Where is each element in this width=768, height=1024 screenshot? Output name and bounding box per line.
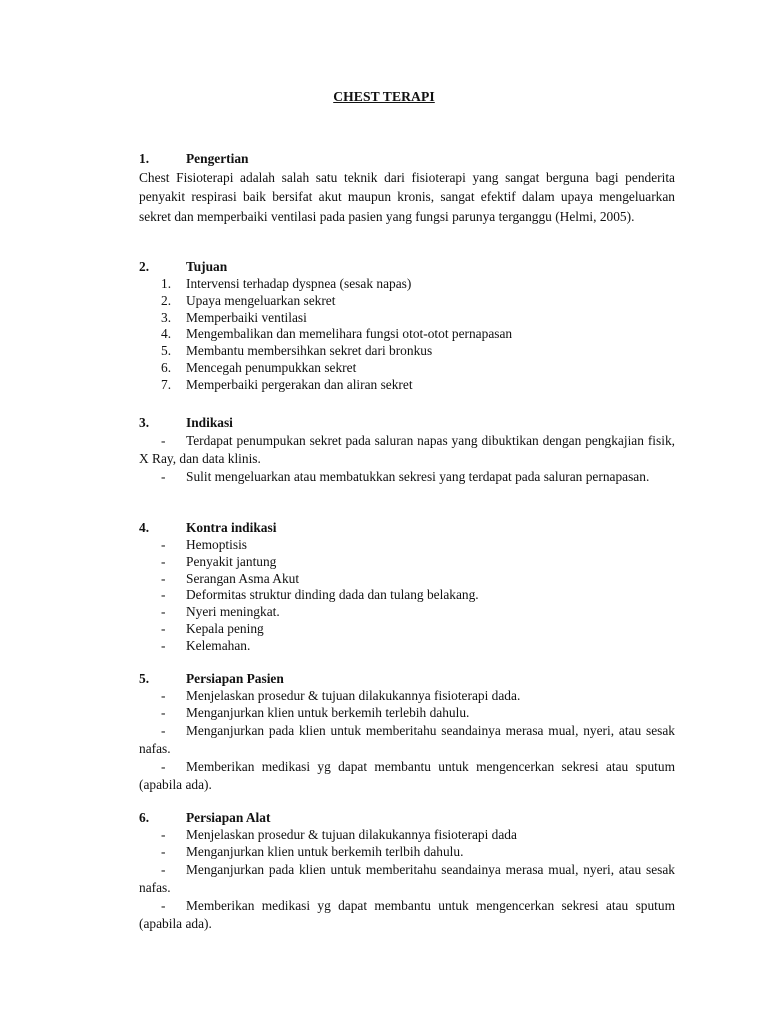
list-item-text: Menganjurkan klien untuk berkemih terlbih dahulu. — [186, 843, 464, 859]
document-title: CHEST TERAPI — [333, 89, 435, 104]
section-heading — [139, 520, 675, 537]
section-kontra-indikasi — [139, 520, 675, 655]
list-item — [139, 705, 675, 722]
list-item-text: Sulit mengeluarkan atau membatukkan sekresi yang terdapat pada saluran pernapasan. — [186, 469, 650, 484]
list-item — [139, 432, 675, 468]
list-dash: - — [161, 827, 166, 842]
section-title: Tujuan — [186, 259, 228, 274]
list-dash: - — [161, 604, 166, 620]
list-item-text: Mengembalikan dan memelihara fungsi otot-otot pernapasan — [186, 326, 513, 342]
list-item — [139, 326, 675, 343]
list-number: 6. — [161, 359, 172, 375]
list-item-text: Menjelaskan prosedur & tujuan dilakukannya fisioterapi dada — [186, 827, 517, 842]
list-item-text: Hemoptisis — [186, 537, 248, 552]
list-number: 5. — [161, 343, 172, 359]
list-dash: - — [161, 469, 166, 484]
list-item — [139, 343, 675, 360]
section-title: Persiapan Pasien — [186, 671, 284, 686]
section-tujuan — [139, 259, 675, 394]
list-number: 2. — [161, 292, 172, 308]
section-indikasi — [139, 415, 675, 486]
list-item-text: Deformitas struktur dinding dada dan tulang belakang. — [186, 587, 479, 603]
list-item — [139, 276, 675, 293]
list-dash: - — [161, 758, 166, 774]
section-pengertian — [139, 151, 675, 226]
list-item-text: Penyakit jantung — [186, 553, 277, 569]
section-number: 2. — [139, 259, 150, 274]
list-item — [139, 554, 675, 571]
list-item-text: Memberikan medikasi yg dapat membantu untuk mengencerkan sekresi atau sputum (apabila ada). — [139, 897, 675, 931]
list-dash: - — [161, 722, 166, 738]
list-dash: - — [161, 570, 166, 586]
list-item — [139, 897, 675, 933]
list-item-text: Serangan Asma Akut — [186, 570, 300, 586]
list-item — [139, 587, 675, 604]
list-item — [139, 310, 675, 327]
list-dash: - — [161, 537, 166, 552]
list-item — [139, 638, 675, 655]
list-item — [139, 360, 675, 377]
list-item — [139, 827, 675, 844]
list-item — [139, 722, 675, 758]
list-item-text: Kepala pening — [186, 620, 264, 636]
list-dash: - — [161, 553, 166, 569]
list-item-text: Kelemahan. — [186, 637, 251, 653]
section-persiapan-pasien — [139, 671, 675, 794]
list-item — [139, 604, 675, 621]
section-heading — [139, 671, 675, 688]
list-item-text: Memberikan medikasi yg dapat membantu untuk mengencerkan sekresi atau sputum (apabila ada). — [139, 758, 675, 792]
section-number: 4. — [139, 520, 150, 535]
list-item-text: Menjelaskan prosedur & tujuan dilakukannya fisioterapi dada. — [186, 688, 521, 703]
section-title: Kontra indikasi — [186, 520, 277, 535]
list-item-text: Menganjurkan pada klien untuk memberitahu seandainya merasa mual, nyeri, atau sesak nafas. — [139, 861, 675, 895]
list-item — [139, 571, 675, 588]
list-item-text: Membantu membersihkan sekret dari bronkus — [186, 343, 433, 359]
list-item — [139, 861, 675, 897]
section-title: Persiapan Alat — [186, 810, 271, 825]
list-item-text: Intervensi terhadap dyspnea (sesak napas) — [186, 276, 412, 291]
list-number: 1. — [161, 276, 172, 291]
list-dash: - — [161, 861, 166, 877]
section-number: 1. — [139, 151, 150, 166]
section-number: 6. — [139, 810, 150, 825]
section-persiapan-alat — [139, 810, 675, 933]
section-title: Pengertian — [186, 151, 249, 166]
list-item-text: Nyeri meningkat. — [186, 604, 280, 620]
list-item-text: Memperbaiki pergerakan dan aliran sekret — [186, 376, 413, 392]
list-item-text: Menganjurkan pada klien untuk memberitahu seandainya merasa mual, nyeri, atau sesak nafas. — [139, 722, 675, 756]
list-number: 7. — [161, 376, 172, 392]
list-item — [139, 293, 675, 310]
section-number: 5. — [139, 671, 150, 686]
list-item-text: Memperbaiki ventilasi — [186, 309, 307, 325]
list-item — [139, 468, 675, 486]
section-heading — [139, 810, 675, 827]
list-dash: - — [161, 620, 166, 636]
list-item-text: Mencegah penumpukkan sekret — [186, 359, 357, 375]
list-dash: - — [161, 704, 166, 720]
list-dash: - — [161, 433, 166, 448]
list-item — [139, 537, 675, 554]
list-number: 3. — [161, 309, 172, 325]
list-dash: - — [161, 897, 166, 913]
list-dash: - — [161, 688, 166, 703]
list-item — [139, 621, 675, 638]
section-heading — [139, 151, 675, 168]
section-heading — [139, 415, 675, 432]
section-heading — [139, 259, 675, 276]
section-paragraph: Chest Fisioterapi adalah salah satu teknik dari fisioterapi yang sangat berguna bagi penderita penyakit respirasi baik bersifat akut maupun kronis, sangat efektif dalam upaya mengeluarkan sekret dan memperbaiki ventilasi pada pasien yang fungsi parunya terganggu (Helmi, 2005). — [139, 170, 675, 224]
list-item — [139, 844, 675, 861]
list-item — [139, 758, 675, 794]
list-dash: - — [161, 637, 166, 653]
section-title: Indikasi — [186, 415, 233, 430]
list-dash: - — [161, 587, 166, 603]
list-item-text: Upaya mengeluarkan sekret — [186, 292, 336, 308]
list-item-text: Terdapat penumpukan sekret pada saluran napas yang dibuktikan dengan pengkajian fisik, X Ray, dan data klinis. — [139, 433, 675, 466]
section-number: 3. — [139, 415, 150, 430]
list-dash: - — [161, 843, 166, 859]
list-item — [139, 688, 675, 705]
list-number: 4. — [161, 326, 172, 342]
list-item-text: Menganjurkan klien untuk berkemih terlebih dahulu. — [186, 704, 470, 720]
list-item — [139, 377, 675, 394]
